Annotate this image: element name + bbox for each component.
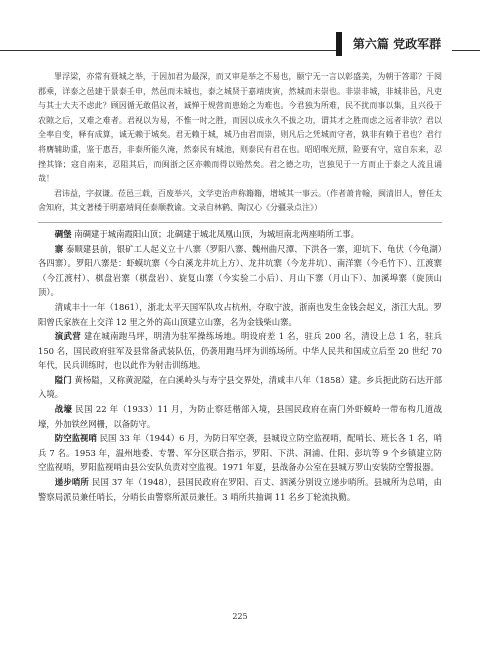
page-number: 225 xyxy=(232,612,248,621)
page-content xyxy=(38,70,442,504)
entry xyxy=(38,329,442,373)
entry-term: 寨 xyxy=(54,243,64,254)
quote-paragraph: 罪浮梁，亦常有聂城之举，于因加君为最深，而又审是举之不易也，颐宁无一言以彰盛美，为朝于答耶？于阅郡乘，详泰之邑建于景泰壬申，然邑而未城也，泰之城贤于嘉靖庚寅，然城而未崇也。非崇非城，非城非邑，凡吏与其士大夫不虑此？顾因循无敢倡议者，诚惮于规营而患始之为难也。今君独为所难，民不扰而事以集，且兴役于农隙之后，又难之难者。君视以为易，不惟一时之胜，而因以成永久不拔之功，谓其才之胜而虑之远者非欤？君以全率自变，释有成算，诚无赖于城矣。君无赖于城，城乃由君而崇，则凡后之凭城而守者，孰非有赖于君也？君行将膺辅助重，鉴于惠吾，非泰所能久淹，然泰民有城池，则泰民有君在也。昭昭喉光照，险要有守，寇自东来，忍挫其锋；寇自南来，忍阻其后，而闽浙之区亦赖而得以贻然矣。君之德之功，岂独见于一方而止于泰之人流且诵哉！ xyxy=(38,72,442,184)
entry-term: 递步哨所 xyxy=(54,477,90,488)
entry-text: 民国 37 年（1948），县国民政府在罗阳、百丈、泗溪分别设立递步哨所。县城所为总哨，由警察局派员兼任哨长，分哨长由警察所派员兼任。3 哨所共抽调 11 名乡丁轮流执勤。 xyxy=(38,477,442,502)
entry xyxy=(38,242,442,300)
entry xyxy=(38,475,442,504)
entry-term: 隘门 xyxy=(54,374,72,385)
quote-paragraph: 君讳益，字叔谦。莅邑三载，百废举兴，文学吏治声称籍籍，增城其一事云。（作者萧肯翰，闽清旧人，曾任太舍知府，其文著楼于明嘉靖间任泰顺教谕。文录自林鹤、陶汉心《分疆录点注》） xyxy=(38,188,442,213)
entry-term: 战壕 xyxy=(54,404,73,415)
entry-text: 清咸丰十一年（1861），浙北太平天国军队攻占杭州，夺取宁波，浙南也发生金钱会起义，浙江大乱。罗阳曾氏家族在上交洋 12 里之外的高山顶建立山寨，名为金钱柴山寨。 xyxy=(38,301,442,327)
entry-text: 建在城南跑马坪，明清为驻军操练场地。明设府差 1 名，驻兵 200 名，清设上总 1 名，驻兵 150 名，国民政府驻军及县常备武装队伍，仍袭用跑马坪为训练场所。中华人民共和国成立后至 20 世纪 70 年代，民兵训练时，也以此作为射击训练地。 xyxy=(38,331,443,371)
entry-term: 防空监视哨 xyxy=(54,433,97,444)
section-title: 第六篇 党政军群 xyxy=(336,32,452,56)
entry xyxy=(38,431,442,475)
entry xyxy=(38,373,442,402)
entry-text: 泰顺建县前，银矿工人起义立十八寨（罗阳八寨、魏州曲尺潭、下洪各一寨，迎坑下、龟伏（今龟湖）各四寨）。罗阳八寨是：虾蟆坑寨（今白溪龙井坑上方）、龙井坑寨（今龙井坑）、南洋寨（今毛竹下）、江渡寨（今江渡村）、棋盘岩寨（棋盘岩）、旋复山寨（今实验二小后）、月山下寨（月山下）、加溪埠寨（旋顶山顶）。 xyxy=(38,243,442,298)
entry-term: 演武营 xyxy=(54,331,81,342)
entry-term: 碉堡 xyxy=(54,228,72,239)
entry-text: 民国 33 年（1944）6 月，为防日军空袭，县城设立防空监视哨，配哨长、班长各 1 名，哨兵 7 名。1953 年，温州地委、专署、军分区联合指示，罗阳、下洪、洞浦、仕阳、彭坑等 9 个乡镇建立防空监视哨，罗阳监视哨由县公安队负责对空监视。1971 年夏，县战备办公室在县城万罗山安装防空警报器。 xyxy=(38,433,443,473)
page-header xyxy=(0,30,480,56)
divider xyxy=(38,222,442,223)
entry-text: 民国 22 年（1933）11 月，为防止察廷楷部入境，县国民政府在南门外虾蟆岭一带布构几道战壕，外加铁丝网栅，以备防守。 xyxy=(38,404,442,429)
quote-block xyxy=(38,70,442,216)
entry-text: 南碉建于城南霞阳山顶；北碉建于城北凤凰山顶，为城垣南北两座哨所工事。 xyxy=(74,228,359,239)
entry xyxy=(38,300,442,329)
entry xyxy=(38,402,442,431)
entry xyxy=(38,227,442,242)
entry-text: 黄杨隘，又称黄泥隘，在白溪岭头与寿宁县交界处，清咸丰八年（1858）建。乡兵扼此防石达开部入境。 xyxy=(38,374,442,400)
